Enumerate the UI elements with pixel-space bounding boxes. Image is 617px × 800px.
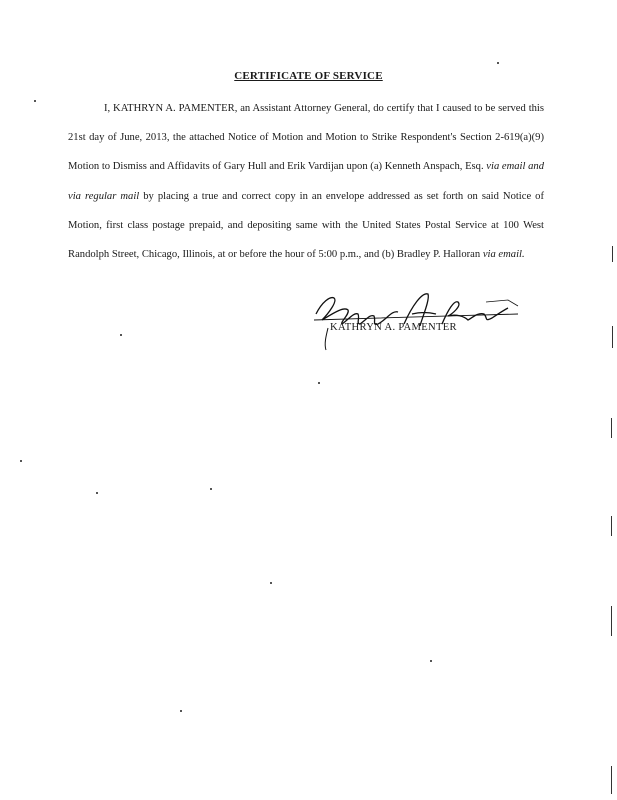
scan-speck [270, 582, 272, 584]
paragraph-text-part2: by placing a true and correct copy in an envelope addressed as set forth on said Notice of Motion, first class postage prepaid, and depositing same with the United States Postal Service at 100 West Randolph Street, Chicago, Illinois, at or before the hour of 5:00 p.m., and (b) Bradley P. Halloran [68, 190, 544, 261]
scan-speck [430, 660, 432, 662]
scan-speck [96, 492, 98, 494]
scan-speck [34, 100, 36, 102]
paragraph-italic-email: via email. [482, 249, 525, 261]
scan-speck [20, 460, 22, 462]
scan-speck [210, 488, 212, 490]
scan-speck [180, 710, 182, 712]
scan-edge-mark [611, 606, 612, 636]
certificate-paragraph [68, 94, 544, 269]
paragraph-italic-service-method: via email and via regular mail [68, 161, 544, 202]
signatory-name: KATHRYN A. PAMENTER [330, 322, 457, 333]
certificate-title: CERTIFICATE OF SERVICE [234, 70, 383, 82]
scan-edge-mark [612, 326, 613, 348]
scan-speck [497, 62, 499, 64]
scan-speck [318, 382, 320, 384]
handwritten-signature [308, 284, 528, 354]
scan-edge-mark [612, 246, 613, 262]
scan-edge-mark [611, 516, 612, 536]
scan-edge-mark [611, 766, 612, 794]
signature-block [308, 284, 528, 354]
scan-speck [120, 334, 122, 336]
scan-edge-mark [611, 418, 612, 438]
paragraph-text-part1: I, KATHRYN A. PAMENTER, an Assistant Attorney General, do certify that I caused to be served this 21st day of June, 2013, the attached Notice of Motion and Motion to Strike Respondent's Section 2-619(a)(9) Motion to Dismiss and Affidavits of Gary Hull and Erik Vardijan upon (a) Kenneth Anspach, Esq. [68, 103, 544, 173]
